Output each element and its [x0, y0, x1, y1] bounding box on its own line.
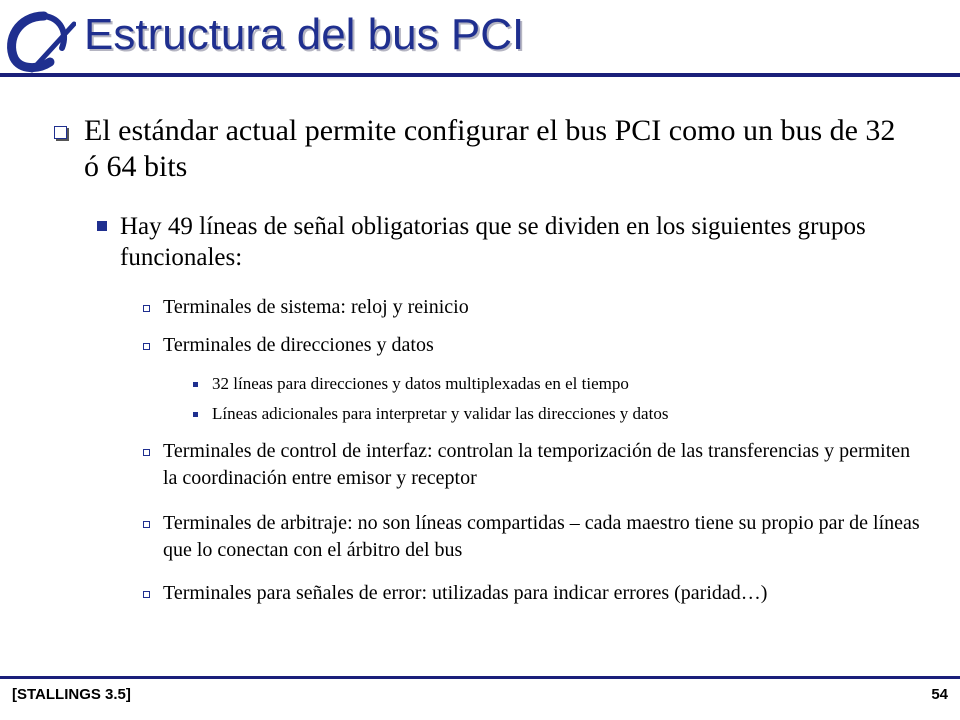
bullet-item	[84, 113, 904, 185]
bullet-text: Hay 49 líneas de señal obligatorias que se dividen en los siguientes grupos funcionales:	[120, 213, 866, 271]
bullet-item	[163, 580, 923, 607]
small-hollow-square-bullet-icon	[143, 521, 150, 528]
bullet-text: Terminales de sistema: reloj y reinicio	[163, 296, 469, 318]
bullet-item	[163, 294, 923, 321]
bullet-text: Terminales de direcciones y datos	[163, 334, 434, 356]
title-rule	[0, 73, 960, 77]
bullet-item	[120, 211, 910, 273]
small-filled-square-bullet-icon	[193, 382, 198, 387]
footer-rule	[0, 676, 960, 679]
small-hollow-square-bullet-icon	[143, 343, 150, 350]
bullet-text: Terminales para señales de error: utilizadas para indicar errores (paridad…)	[163, 582, 768, 604]
small-filled-square-bullet-icon	[193, 412, 198, 417]
reference-label: [STALLINGS 3.5]	[12, 686, 131, 703]
filled-square-bullet-icon	[97, 221, 107, 231]
hollow-square-bullet-icon	[54, 126, 67, 139]
small-hollow-square-bullet-icon	[143, 305, 150, 312]
bullet-text: Terminales de control de interfaz: controlan la temporización de las transferencias y permiten la coordinación entre emisor y receptor	[163, 440, 911, 489]
bullet-item	[163, 438, 923, 492]
bullet-item	[163, 510, 923, 564]
bullet-text: El estándar actual permite configurar el bus PCI como un bus de 32 ó 64 bits	[84, 114, 896, 183]
bullet-text: 32 líneas para direcciones y datos multiplexadas en el tiempo	[212, 374, 629, 393]
bullet-item	[212, 403, 912, 425]
small-hollow-square-bullet-icon	[143, 449, 150, 456]
stylized-q-logo-icon	[4, 10, 76, 74]
small-hollow-square-bullet-icon	[143, 591, 150, 598]
bullet-text: Terminales de arbitraje: no son líneas compartidas – cada maestro tiene su propio par de líneas que lo conectan con el árbitro del bus	[163, 512, 920, 561]
bullet-text: Líneas adicionales para interpretar y validar las direcciones y datos	[212, 404, 669, 423]
page-number: 54	[931, 686, 948, 703]
bullet-item	[212, 373, 912, 395]
bullet-item	[163, 332, 923, 359]
slide-title: Estructura del bus PCI	[84, 10, 525, 59]
